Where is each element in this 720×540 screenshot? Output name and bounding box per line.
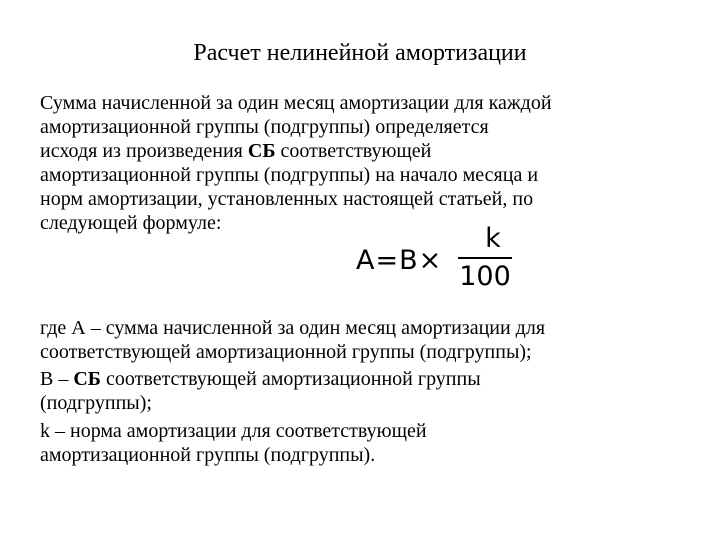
- intro-line-3-text: исходя из произведения: [40, 140, 248, 162]
- intro-line-2: амортизационной группы (подгруппы) определяется: [40, 116, 489, 138]
- intro-line-3-tail: соответствующей: [275, 140, 432, 162]
- definition-b-line-2: (подгруппы);: [40, 392, 152, 414]
- intro-line-6: следующей формуле:: [40, 212, 222, 234]
- fraction-bar: [458, 257, 512, 259]
- intro-line-3: [40, 139, 712, 163]
- definition-a-line-1: где А – сумма начисленной за один месяц амортизации для: [40, 317, 546, 339]
- definition-b: [40, 367, 712, 415]
- definition-k-line-1: k – норма амортизации для соответствующей: [40, 420, 427, 442]
- definition-k: [40, 419, 712, 467]
- definition-a-line-2: соответствующей амортизационной группы (подгруппы);: [40, 341, 532, 363]
- definition-b-line-1: [40, 367, 712, 391]
- formula-lhs: A=B×: [356, 245, 443, 276]
- depreciation-formula: [356, 224, 526, 294]
- definition-k-line-2: амортизационной группы (подгруппы).: [40, 444, 376, 466]
- slide-title: Расчет нелинейной амортизации: [193, 40, 527, 66]
- formula-numerator: k: [485, 223, 501, 254]
- definition-b-bold: СБ: [73, 368, 102, 390]
- sb-abbreviation: СБ: [247, 140, 276, 162]
- definition-b-prefix: В –: [40, 368, 74, 390]
- formula-denominator: 100: [459, 261, 511, 292]
- intro-line-1: Сумма начисленной за один месяц амортизации для каждой: [40, 92, 552, 114]
- intro-line-5: норм амортизации, установленных настоящей статьей, по: [40, 188, 534, 210]
- intro-paragraph: [40, 91, 712, 235]
- definition-a: [40, 316, 712, 364]
- intro-line-4: амортизационной группы (подгруппы) на начало месяца и: [40, 164, 539, 186]
- definition-b-rest: соответствующей амортизационной группы: [101, 368, 481, 390]
